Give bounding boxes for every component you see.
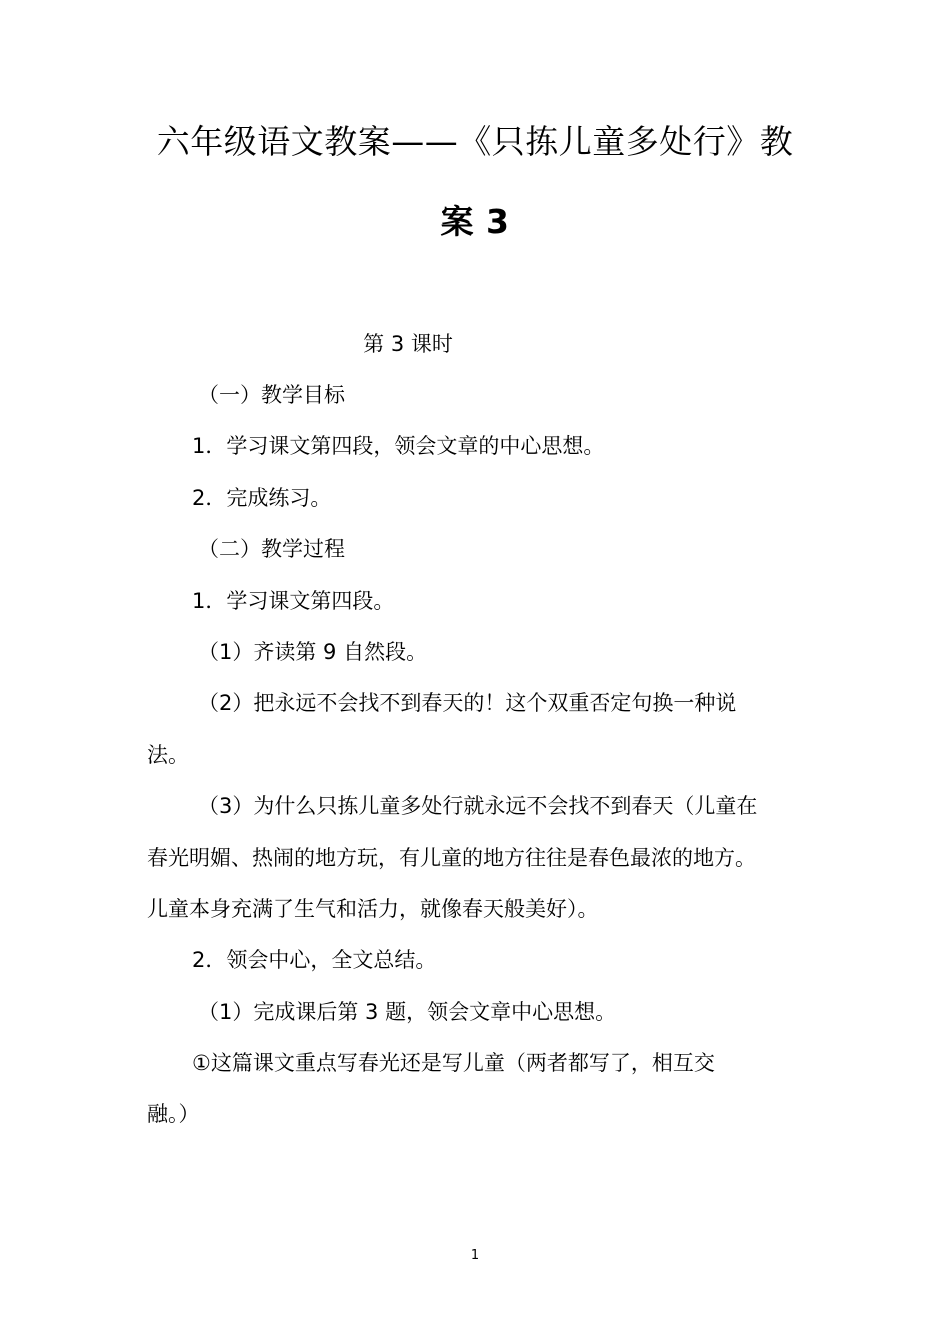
paragraph: 1．学习课文第四段。 [192,589,395,613]
paragraph: （1）完成课后第 3 题，领会文章中心思想。 [198,1000,617,1024]
paragraph-continued: 春光明媚、热闹的地方玩，有儿童的地方往往是春色最浓的地方。 [147,846,756,870]
paragraph: （3）为什么只拣儿童多处行就永远不会找不到春天（儿童在 [198,794,758,818]
page-number: 1 [470,1248,480,1263]
paragraph: （2）把永远不会找不到春天的！这个双重否定句换一种说 [198,691,737,715]
paragraph: （1）齐读第 9 自然段。 [198,640,428,664]
document-title-continued: 案 3 [440,202,510,241]
paragraph: 2．完成练习。 [192,486,332,510]
paragraph: 2．领会中心，全文总结。 [192,948,437,972]
paragraph: 1．学习课文第四段，领会文章的中心思想。 [192,434,605,458]
paragraph-continued: 法。 [147,743,189,767]
paragraph-continued: 融。） [147,1102,200,1126]
section-heading-process: （二）教学过程 [198,537,345,561]
paragraph-continued: 儿童本身充满了生气和活力，就像春天般美好）。 [147,897,599,921]
paragraph: ①这篇课文重点写春光还是写儿童（两者都写了，相互交 [192,1051,715,1075]
lesson-period-heading: 第 3 课时 [363,332,453,356]
document-title: 六年级语文教案——《只拣儿童多处行》教 [156,122,794,161]
section-heading-goals: （一）教学目标 [198,383,345,407]
